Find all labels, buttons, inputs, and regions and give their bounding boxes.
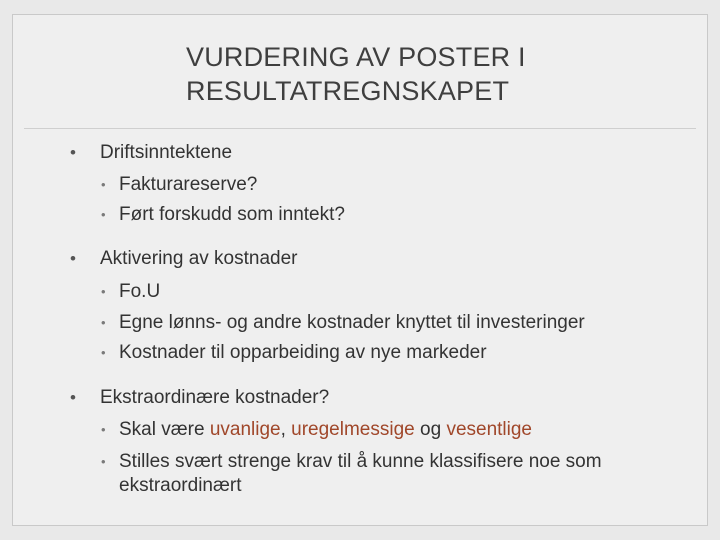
highlight-vesentlige: vesentlige [446,419,532,440]
title-line-1: VURDERING AV POSTER I [186,42,526,72]
sub-bullet-text: Egne lønns- og andre kostnader knyttet til investeringer [119,312,585,333]
highlight-uvanlige: uvanlige [209,419,281,440]
bullet-text: Aktivering av kostnader [100,248,298,269]
sub-bullet-icon: • [101,422,106,437]
bullet-text: Ekstraordinære kostnader? [100,387,330,408]
sub-bullet-text-part: , [280,419,292,440]
sub-bullet-icon: • [101,345,106,360]
sub-bullet-item [101,311,679,335]
bullet-icon: • [70,143,76,162]
sub-bullet-text: Fakturareserve? [119,174,258,195]
bullet-icon: • [70,249,76,268]
bullet-item [70,386,330,410]
sub-bullet-text-line-1: Stilles svært strenge krav til å kunne klassifisere noe som [119,451,602,472]
sub-bullet-text-part: Skal være [119,419,210,440]
sub-bullet-text: Kostnader til opparbeiding av nye markeder [119,342,487,363]
bullet-item [70,247,298,271]
sub-bullet-icon: • [101,177,106,192]
sub-bullet-item [101,203,679,227]
sub-bullet-text: Ført forskudd som inntekt? [119,204,345,225]
bullet-icon: • [70,388,76,407]
sub-bullet-item [101,341,679,365]
title-line-2: RESULTATREGNSKAPET [186,76,510,106]
sub-bullet-item [101,280,679,304]
bullet-item [70,141,233,165]
bullet-text: Driftsinntektene [100,142,233,163]
highlight-uregelmessige: uregelmessige [291,419,415,440]
sub-bullet-icon: • [101,454,106,469]
sub-bullet-text-part: og [414,419,447,440]
sub-bullet-item [101,173,679,197]
sub-bullet-icon: • [101,284,106,299]
sub-bullet-item [101,418,679,442]
sub-bullet-text-line-2: ekstraordinært [119,475,242,496]
sub-bullet-text: Fo.U [119,281,161,302]
sub-bullet-icon: • [101,207,106,222]
sub-bullet-item [101,450,679,498]
sub-bullet-icon: • [101,315,106,330]
